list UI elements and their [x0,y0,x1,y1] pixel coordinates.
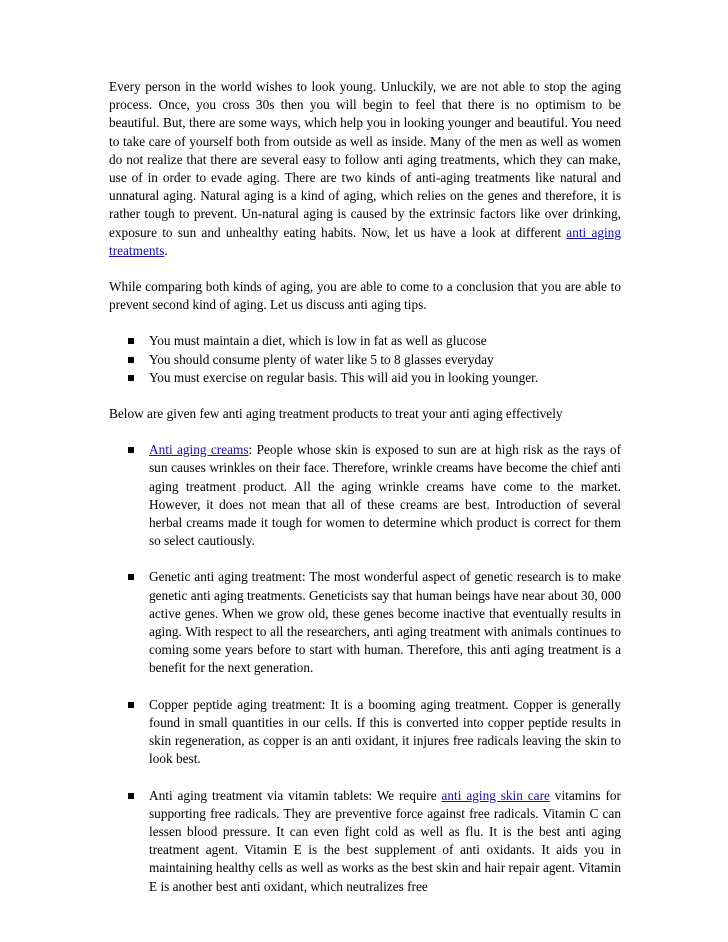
tips-list [109,332,621,387]
product-item-genetic [109,568,621,677]
square-bullet-icon [128,357,134,363]
tip-item [109,351,621,369]
product-text: Genetic anti aging treatment: The most wonderful aspect of genetic research is to make genetic anti aging treatments. Geneticists say that human beings have near about 30, 000 active genes. When we grow old, these genes become inactive that eventually results in aging. With respect to all the researchers, anti aging treatment with animals continues to coming some years before to start with human. Therefore, this anti aging treatment is a benefit for the next generation. [149,569,621,676]
products-list [109,441,621,895]
square-bullet-icon [128,702,134,708]
square-bullet-icon [128,338,134,344]
tip-text: You should consume plenty of water like 5 to 8 glasses everyday [149,351,494,367]
products-intro-paragraph: Below are given few anti aging treatment products to treat your anti aging effectively [109,406,563,422]
tip-item [109,369,621,387]
product-text: Anti aging treatment via vitamin tablets: We require [149,787,442,803]
square-bullet-icon [128,447,134,453]
square-bullet-icon [128,375,134,381]
intro-text: Every person in the world wishes to look young. Unluckily, we are not able to stop the aging process. Once, you cross 30s then you will begin to feel that there is no optimism to be beautiful. But, there are some ways, which help you in looking younger and beautiful. You need to take care of yourself both from outside as well as inside. Many of the men as well as women do not realize that there are several easy to follow anti aging treatments, which they can make, use of in order to evade aging. There are two kinds of anti-aging treatments like natural and unnatural aging. Natural aging is a kind of aging, which relies on the genes and therefore, it is rather tough to prevent. Un-natural aging is caused by the extrinsic factors like over drinking, exposure to sun and unhealthy eating habits. Now, let us have a look at different [109,79,621,240]
anti-aging-creams-link[interactable]: Anti aging creams [149,442,249,458]
square-bullet-icon [128,793,134,799]
tip-text: You must exercise on regular basis. This will aid you in looking younger. [149,369,539,385]
product-text: : People whose skin is exposed to sun are at high risk as the rays of sun causes wrinkles on their face. Therefore, wrinkle creams have become the chief anti aging treatment product. All the aging wrinkle creams have come to the market. However, it does not mean that all of these creams are best. Introduction of several herbal creams made it tough for women to determine which product is correct for them so select cautiously. [149,442,621,549]
product-item-copper [109,696,621,769]
product-item-vitamin [109,787,621,896]
product-text: Copper peptide aging treatment: It is a booming aging treatment. Copper is generally found in small quantities in our cells. If this is converted into copper peptide results in skin regeneration, as copper is an anti oxidant, it injures free radicals leaving the skin to look best. [149,696,621,767]
tip-item [109,332,621,350]
product-text-end: vitamins for supporting free radicals. They are preventive force against free radicals. Vitamin C can lessen blood pressure. It can even fight cold as well as flu. It is the best anti aging treatment agent. Vitamin E is the best supplement of anti oxidants. It aids you in maintaining healthy cells as well as works as the best skin and hair repair agent. Vitamin E is another best anti oxidant, which neutralizes free [149,787,621,894]
square-bullet-icon [128,574,134,580]
product-item-creams [109,441,621,550]
intro-end: . [164,242,168,258]
intro-paragraph [109,78,621,260]
tip-text: You must maintain a diet, which is low in fat as well as glucose [149,333,487,349]
anti-aging-treatments-link[interactable]: anti aging treatments [109,224,621,258]
anti-aging-skin-care-link[interactable]: anti aging skin care [441,787,550,803]
comparison-paragraph: While comparing both kinds of aging, you are able to come to a conclusion that you are able to prevent second kind of aging. Let us discuss anti aging tips. [109,279,621,313]
document-page [109,78,621,914]
